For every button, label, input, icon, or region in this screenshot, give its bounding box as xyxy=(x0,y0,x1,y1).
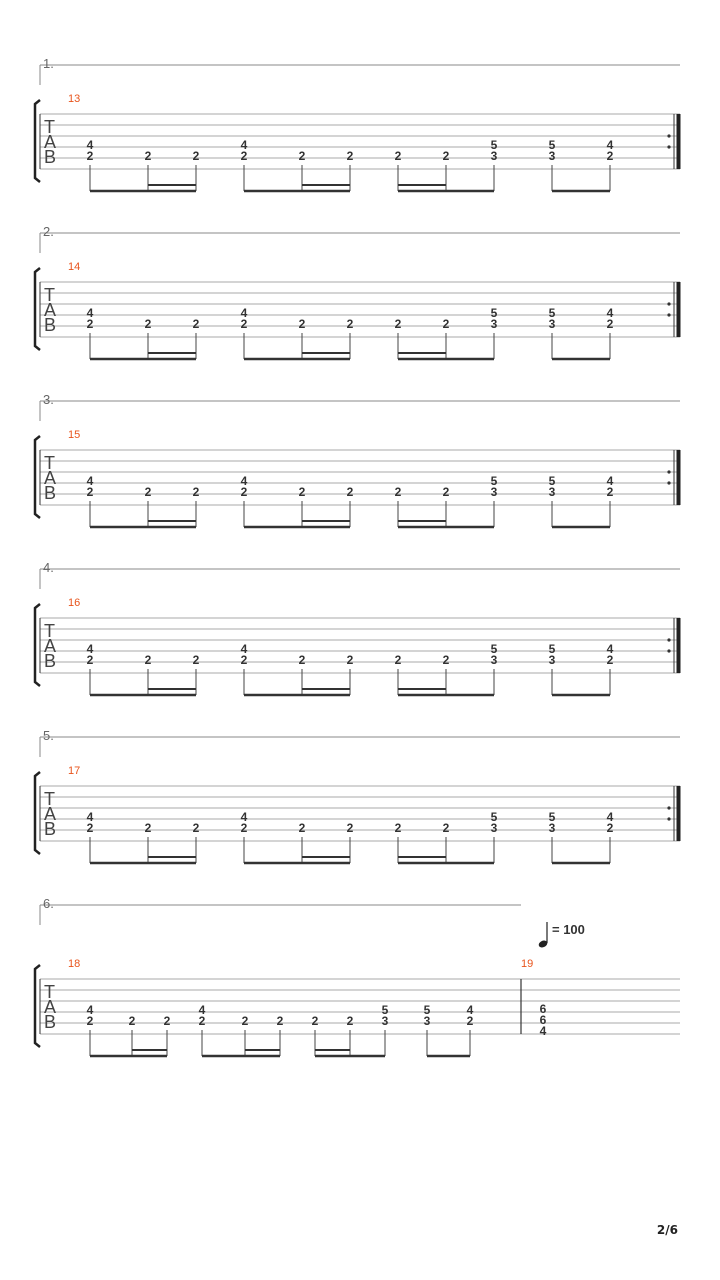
fret-number: 2 xyxy=(394,653,402,667)
tab-clef-t: T xyxy=(44,621,55,641)
fret-number: 4 xyxy=(240,306,248,320)
fret-number: 2 xyxy=(606,653,614,667)
tab-clef-a: A xyxy=(44,636,57,656)
fret-number: 2 xyxy=(394,821,402,835)
fret-number: 3 xyxy=(548,653,556,667)
fret-number: 2 xyxy=(128,1014,136,1028)
repeat-dot xyxy=(667,649,670,652)
tab-clef-t: T xyxy=(44,285,55,305)
fret-number: 3 xyxy=(423,1014,431,1028)
fret-number: 3 xyxy=(490,149,498,163)
fret-number: 3 xyxy=(490,317,498,331)
measure-number: 16 xyxy=(68,597,81,609)
repeat-dot xyxy=(667,302,670,305)
fret-number: 4 xyxy=(86,138,94,152)
fret-number: 4 xyxy=(240,642,248,656)
system-bracket xyxy=(35,268,40,350)
fret-number: 4 xyxy=(606,306,614,320)
fret-number: 5 xyxy=(548,306,556,320)
fret-number: 2 xyxy=(192,149,200,163)
volta-label: 2. xyxy=(43,224,54,239)
fret-number: 2 xyxy=(192,821,200,835)
system-bracket xyxy=(35,604,40,686)
fret-number: 4 xyxy=(86,642,94,656)
fret-number: 2 xyxy=(442,653,450,667)
measure-number: 17 xyxy=(68,765,81,777)
fret-number: 3 xyxy=(381,1014,389,1028)
fret-number: 2 xyxy=(394,149,402,163)
repeat-dot xyxy=(667,470,670,473)
fret-number: 3 xyxy=(548,149,556,163)
fret-number: 2 xyxy=(346,485,354,499)
measure-number: 18 xyxy=(68,958,81,970)
fret-number: 4 xyxy=(86,1003,94,1017)
fret-number: 2 xyxy=(240,653,248,667)
fret-number: 2 xyxy=(192,653,200,667)
fret-number: 4 xyxy=(240,474,248,488)
fret-number: 2 xyxy=(240,485,248,499)
fret-number: 3 xyxy=(490,485,498,499)
tab-clef-b: B xyxy=(44,1012,57,1032)
tab-clef-a: A xyxy=(44,804,57,824)
fret-number: 2 xyxy=(346,149,354,163)
repeat-dot xyxy=(667,817,670,820)
tab-clef-b: B xyxy=(44,651,57,671)
fret-number: 4 xyxy=(240,138,248,152)
fret-number: 3 xyxy=(548,317,556,331)
tab-clef-b: B xyxy=(44,315,57,335)
repeat-dot xyxy=(667,806,670,809)
repeat-dot xyxy=(667,313,670,316)
fret-number: 2 xyxy=(144,821,152,835)
fret-number: 2 xyxy=(466,1014,474,1028)
fret-number: 4 xyxy=(198,1003,206,1017)
fret-number: 2 xyxy=(144,317,152,331)
fret-number: 2 xyxy=(86,149,94,163)
fret-number: 2 xyxy=(86,485,94,499)
fret-number: 5 xyxy=(490,138,498,152)
fret-number: 4 xyxy=(466,1003,474,1017)
fret-number: 2 xyxy=(144,149,152,163)
fret-number: 6 xyxy=(539,1002,547,1016)
volta-label: 6. xyxy=(43,896,54,911)
fret-number: 2 xyxy=(163,1014,171,1028)
tab-clef-a: A xyxy=(44,300,57,320)
fret-number: 2 xyxy=(442,317,450,331)
fret-number: 2 xyxy=(240,317,248,331)
system-bracket xyxy=(35,965,40,1047)
repeat-dot xyxy=(667,145,670,148)
fret-number: 2 xyxy=(606,485,614,499)
system-bracket xyxy=(35,436,40,518)
fret-number: 2 xyxy=(298,653,306,667)
fret-number: 2 xyxy=(606,317,614,331)
fret-number: 4 xyxy=(86,810,94,824)
fret-number: 4 xyxy=(240,810,248,824)
fret-number: 4 xyxy=(539,1024,547,1038)
system-bracket xyxy=(35,100,40,182)
page-number: 2/6 xyxy=(656,1223,678,1237)
fret-number: 5 xyxy=(548,474,556,488)
fret-number: 6 xyxy=(539,1013,547,1027)
volta-label: 4. xyxy=(43,560,54,575)
tab-clef-t: T xyxy=(44,982,55,1002)
measure-number: 19 xyxy=(521,958,534,970)
fret-number: 2 xyxy=(394,317,402,331)
fret-number: 2 xyxy=(442,821,450,835)
volta-label: 5. xyxy=(43,728,54,743)
fret-number: 5 xyxy=(490,306,498,320)
fret-number: 2 xyxy=(298,821,306,835)
fret-number: 4 xyxy=(86,306,94,320)
tab-clef-b: B xyxy=(44,483,57,503)
fret-number: 2 xyxy=(346,1014,354,1028)
fret-number: 2 xyxy=(606,149,614,163)
fret-number: 2 xyxy=(298,485,306,499)
system-bracket xyxy=(35,772,40,854)
fret-number: 2 xyxy=(442,485,450,499)
fret-number: 2 xyxy=(86,1014,94,1028)
fret-number: 2 xyxy=(276,1014,284,1028)
volta-label: 3. xyxy=(43,392,54,407)
measure-number: 14 xyxy=(68,261,81,273)
fret-number: 2 xyxy=(240,821,248,835)
fret-number: 3 xyxy=(490,653,498,667)
fret-number: 5 xyxy=(490,642,498,656)
fret-number: 2 xyxy=(606,821,614,835)
fret-number: 2 xyxy=(346,653,354,667)
fret-number: 5 xyxy=(548,138,556,152)
fret-number: 2 xyxy=(442,149,450,163)
fret-number: 2 xyxy=(86,653,94,667)
fret-number: 2 xyxy=(241,1014,249,1028)
fret-number: 3 xyxy=(548,485,556,499)
repeat-dot xyxy=(667,481,670,484)
volta-label: 1. xyxy=(43,56,54,71)
tab-clef-a: A xyxy=(44,132,57,152)
fret-number: 3 xyxy=(490,821,498,835)
fret-number: 4 xyxy=(606,474,614,488)
tab-clef-t: T xyxy=(44,453,55,473)
tab-clef-t: T xyxy=(44,789,55,809)
fret-number: 2 xyxy=(346,821,354,835)
tab-clef-t: T xyxy=(44,117,55,137)
measure-number: 13 xyxy=(68,93,81,105)
fret-number: 2 xyxy=(144,653,152,667)
fret-number: 4 xyxy=(606,810,614,824)
tempo-marking: = 100 xyxy=(552,922,585,937)
fret-number: 2 xyxy=(346,317,354,331)
fret-number: 5 xyxy=(381,1003,389,1017)
fret-number: 2 xyxy=(394,485,402,499)
tab-clef-b: B xyxy=(44,819,57,839)
fret-number: 2 xyxy=(86,821,94,835)
fret-number: 4 xyxy=(606,138,614,152)
fret-number: 4 xyxy=(606,642,614,656)
fret-number: 5 xyxy=(490,810,498,824)
fret-number: 5 xyxy=(490,474,498,488)
repeat-dot xyxy=(667,638,670,641)
fret-number: 2 xyxy=(311,1014,319,1028)
fret-number: 2 xyxy=(192,485,200,499)
fret-number: 5 xyxy=(548,810,556,824)
fret-number: 5 xyxy=(423,1003,431,1017)
tab-clef-a: A xyxy=(44,468,57,488)
fret-number: 2 xyxy=(240,149,248,163)
measure-number: 15 xyxy=(68,429,81,441)
fret-number: 3 xyxy=(548,821,556,835)
fret-number: 4 xyxy=(86,474,94,488)
tab-clef-b: B xyxy=(44,147,57,167)
fret-number: 2 xyxy=(86,317,94,331)
fret-number: 5 xyxy=(548,642,556,656)
fret-number: 2 xyxy=(298,149,306,163)
fret-number: 2 xyxy=(144,485,152,499)
fret-number: 2 xyxy=(198,1014,206,1028)
tab-clef-a: A xyxy=(44,997,57,1017)
fret-number: 2 xyxy=(298,317,306,331)
fret-number: 2 xyxy=(192,317,200,331)
repeat-dot xyxy=(667,134,670,137)
